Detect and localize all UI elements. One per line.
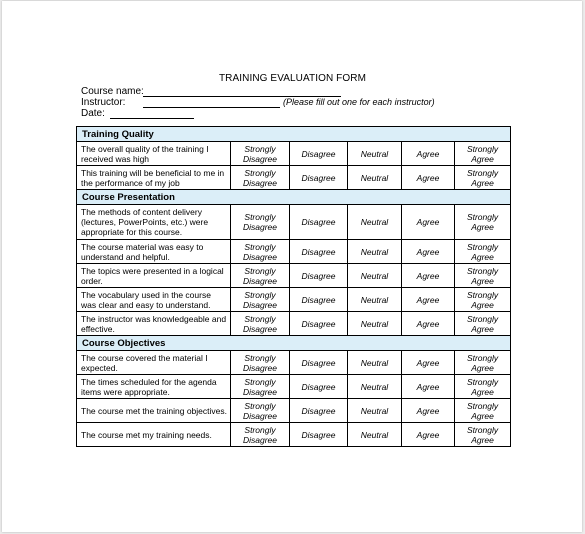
date-field[interactable] [110,107,194,119]
section-header [77,127,511,142]
question-row [77,375,511,399]
rating-option[interactable]: Strongly Disagree [231,166,290,190]
rating-option[interactable]: Strongly Disagree [231,312,290,336]
question-row [77,205,511,240]
rating-option[interactable]: Disagree [290,375,348,399]
rating-option[interactable]: Neutral [348,351,402,375]
question-row [77,351,511,375]
rating-option[interactable]: Disagree [290,166,348,190]
rating-option[interactable]: Strongly Disagree [231,240,290,264]
rating-option[interactable]: Disagree [290,205,348,240]
rating-option[interactable]: Neutral [348,166,402,190]
question-row [77,399,511,423]
rating-option[interactable]: Strongly Disagree [231,423,290,447]
rating-option[interactable]: Strongly Agree [455,264,511,288]
rating-option[interactable]: Agree [402,142,455,166]
question-row [77,142,511,166]
rating-option[interactable]: Agree [402,166,455,190]
question-row [77,312,511,336]
question-row [77,166,511,190]
rating-option[interactable]: Neutral [348,288,402,312]
rating-option[interactable]: Strongly Agree [455,166,511,190]
rating-option[interactable]: Strongly Disagree [231,142,290,166]
rating-option[interactable]: Neutral [348,312,402,336]
rating-option[interactable]: Agree [402,312,455,336]
instructor-note: (Please fill out one for each instructor) [283,97,435,107]
rating-option[interactable]: Strongly Agree [455,423,511,447]
section-title: Training Quality [77,127,511,142]
question-text: The course covered the material I expected. [77,351,231,375]
rating-option[interactable]: Strongly Agree [455,351,511,375]
section-title: Course Objectives [77,336,511,351]
rating-option[interactable]: Neutral [348,240,402,264]
rating-option[interactable]: Neutral [348,142,402,166]
rating-option[interactable]: Neutral [348,205,402,240]
section-header [77,336,511,351]
question-text: This training will be beneficial to me in the performance of my job [77,166,231,190]
rating-option[interactable]: Agree [402,240,455,264]
question-row [77,264,511,288]
rating-option[interactable]: Strongly Disagree [231,264,290,288]
question-text: The methods of content delivery (lectures, PowerPoints, etc.) were appropriate for this course. [77,205,231,240]
rating-option[interactable]: Strongly Agree [455,312,511,336]
rating-option[interactable]: Strongly Agree [455,375,511,399]
rating-option[interactable]: Strongly Agree [455,240,511,264]
rating-option[interactable]: Neutral [348,264,402,288]
form-title: TRAINING EVALUATION FORM [218,73,367,84]
rating-option[interactable]: Strongly Disagree [231,399,290,423]
rating-option[interactable]: Disagree [290,423,348,447]
rating-option[interactable]: Strongly Disagree [231,288,290,312]
rating-option[interactable]: Disagree [290,312,348,336]
rating-option[interactable]: Agree [402,375,455,399]
rating-option[interactable]: Disagree [290,264,348,288]
question-text: The course met my training needs. [77,423,231,447]
rating-option[interactable]: Strongly Disagree [231,205,290,240]
rating-option[interactable]: Strongly Agree [455,288,511,312]
question-text: The vocabulary used in the course was clear and easy to understand. [77,288,231,312]
rating-option[interactable]: Disagree [290,288,348,312]
question-text: The course material was easy to understand and helpful. [77,240,231,264]
evaluation-table [76,126,511,447]
rating-option[interactable]: Disagree [290,142,348,166]
question-row [77,423,511,447]
rating-option[interactable]: Strongly Agree [455,142,511,166]
question-text: The instructor was knowledgeable and effective. [77,312,231,336]
section-title: Course Presentation [77,190,511,205]
rating-option[interactable]: Neutral [348,423,402,447]
rating-option[interactable]: Agree [402,264,455,288]
rating-option[interactable]: Agree [402,399,455,423]
rating-option[interactable]: Strongly Disagree [231,351,290,375]
instructor-label: Instructor: [81,97,126,108]
rating-option[interactable]: Disagree [290,399,348,423]
rating-option[interactable]: Strongly Agree [455,205,511,240]
rating-option[interactable]: Disagree [290,351,348,375]
question-row [77,240,511,264]
rating-option[interactable]: Neutral [348,375,402,399]
question-text: The times scheduled for the agenda items were appropriate. [77,375,231,399]
question-row [77,288,511,312]
rating-option[interactable]: Disagree [290,240,348,264]
question-text: The course met the training objectives. [77,399,231,423]
rating-option[interactable]: Strongly Disagree [231,375,290,399]
rating-option[interactable]: Neutral [348,399,402,423]
date-label: Date: [81,108,105,119]
section-header [77,190,511,205]
rating-option[interactable]: Strongly Agree [455,399,511,423]
course-name-label: Course name: [81,86,144,97]
rating-option[interactable]: Agree [402,423,455,447]
question-text: The topics were presented in a logical order. [77,264,231,288]
rating-option[interactable]: Agree [402,288,455,312]
rating-option[interactable]: Agree [402,205,455,240]
rating-option[interactable]: Agree [402,351,455,375]
question-text: The overall quality of the training I received was high [77,142,231,166]
